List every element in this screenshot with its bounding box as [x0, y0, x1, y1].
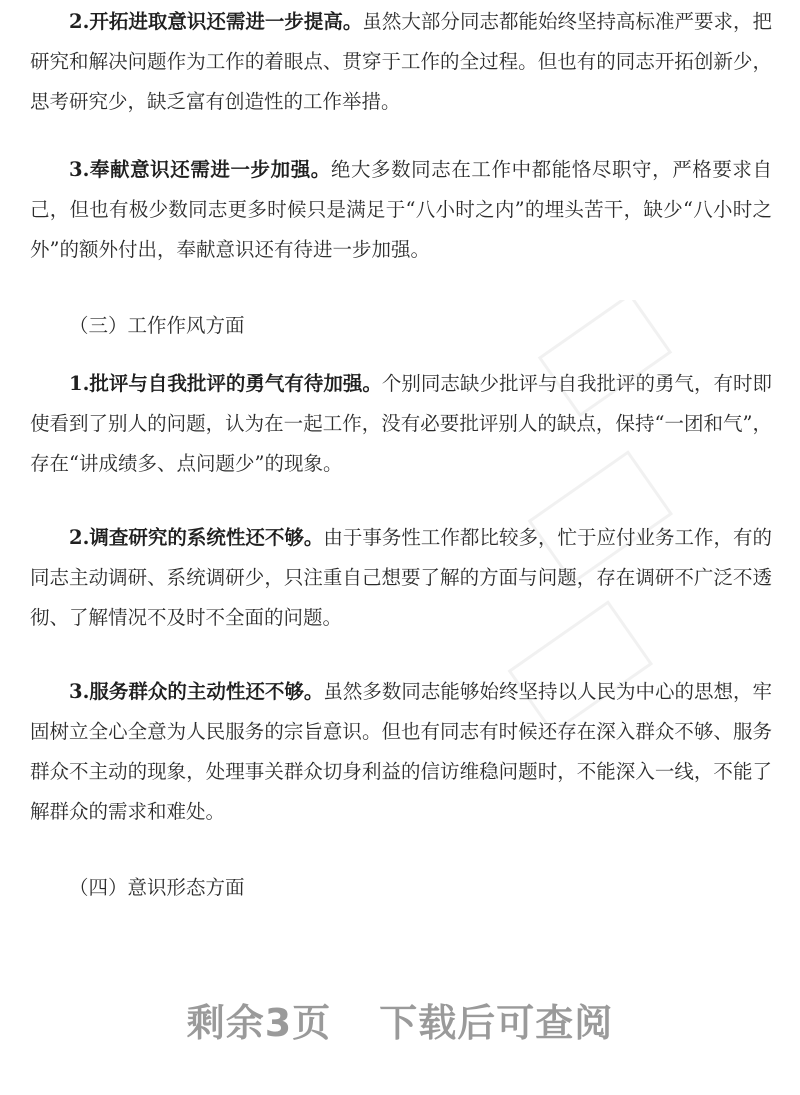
paragraph-body: 虽然多数同志能够始终坚持以人民为中心的思想，牢固树立全心全意为人民服务的宗旨意识。但也有同志有时候还存在深入群众不够、服务群众不主动的现象，处理事关群众切身利益的信访维稳问题时，不能深入一线，不能了解群众的需求和难处。 — [30, 680, 772, 823]
remaining-pages-text: 剩余3页 — [186, 1001, 332, 1045]
download-to-view-text: 下载后可查阅 — [379, 1001, 614, 1045]
paragraph-body: 个别同志缺少批评与自我批评的勇气，有时即使看到了别人的问题，认为在一起工作，没有必要批评别人的缺点，保持“一团和气”，存在“讲成绩多、点问题少”的现象。 — [30, 372, 772, 475]
paragraph-lead: 1.批评与自我批评的勇气有待加强。 — [69, 372, 382, 395]
paragraph-body: 由于事务性工作都比较多，忙于应付业务工作，有的同志主动调研、系统调研少，只注重自己想要了解的方面与问题，存在调研不广泛不透彻、了解情况不及时不全面的问题。 — [30, 526, 772, 629]
paragraph-lead: 2.调查研究的系统性还不够。 — [69, 526, 324, 549]
paragraph-body: 绝大多数同志在工作中都能恪尽职守，严格要求自己，但也有极少数同志更多时候只是满足于“八小时之内”的埋头苦干，缺少“八小时之外”的额外付出，奉献意识还有待进一步加强。 — [30, 158, 772, 261]
paragraph-dedication — [30, 150, 772, 270]
section-heading-ideology: （四）意识形态方面 — [69, 876, 245, 899]
paragraph-lead: 3.奉献意识还需进一步加强。 — [69, 158, 331, 181]
paragraph-criticism — [30, 364, 772, 484]
paragraph-service — [30, 672, 772, 832]
section-heading-work-style: （三）工作作风方面 — [69, 314, 245, 337]
paragraph-lead: 2.开拓进取意识还需进一步提高。 — [69, 10, 363, 33]
download-prompt[interactable] — [0, 992, 800, 1047]
paragraph-body: 虽然大部分同志都能始终坚持高标准严要求，把研究和解决问题作为工作的着眼点、贯穿于工作的全过程。但也有的同志开拓创新少，思考研究少，缺乏富有创造性的工作举措。 — [30, 10, 772, 113]
paragraph-research — [30, 518, 772, 638]
paragraph-pioneering — [30, 2, 772, 122]
paragraph-lead: 3.服务群众的主动性还不够。 — [69, 680, 324, 703]
